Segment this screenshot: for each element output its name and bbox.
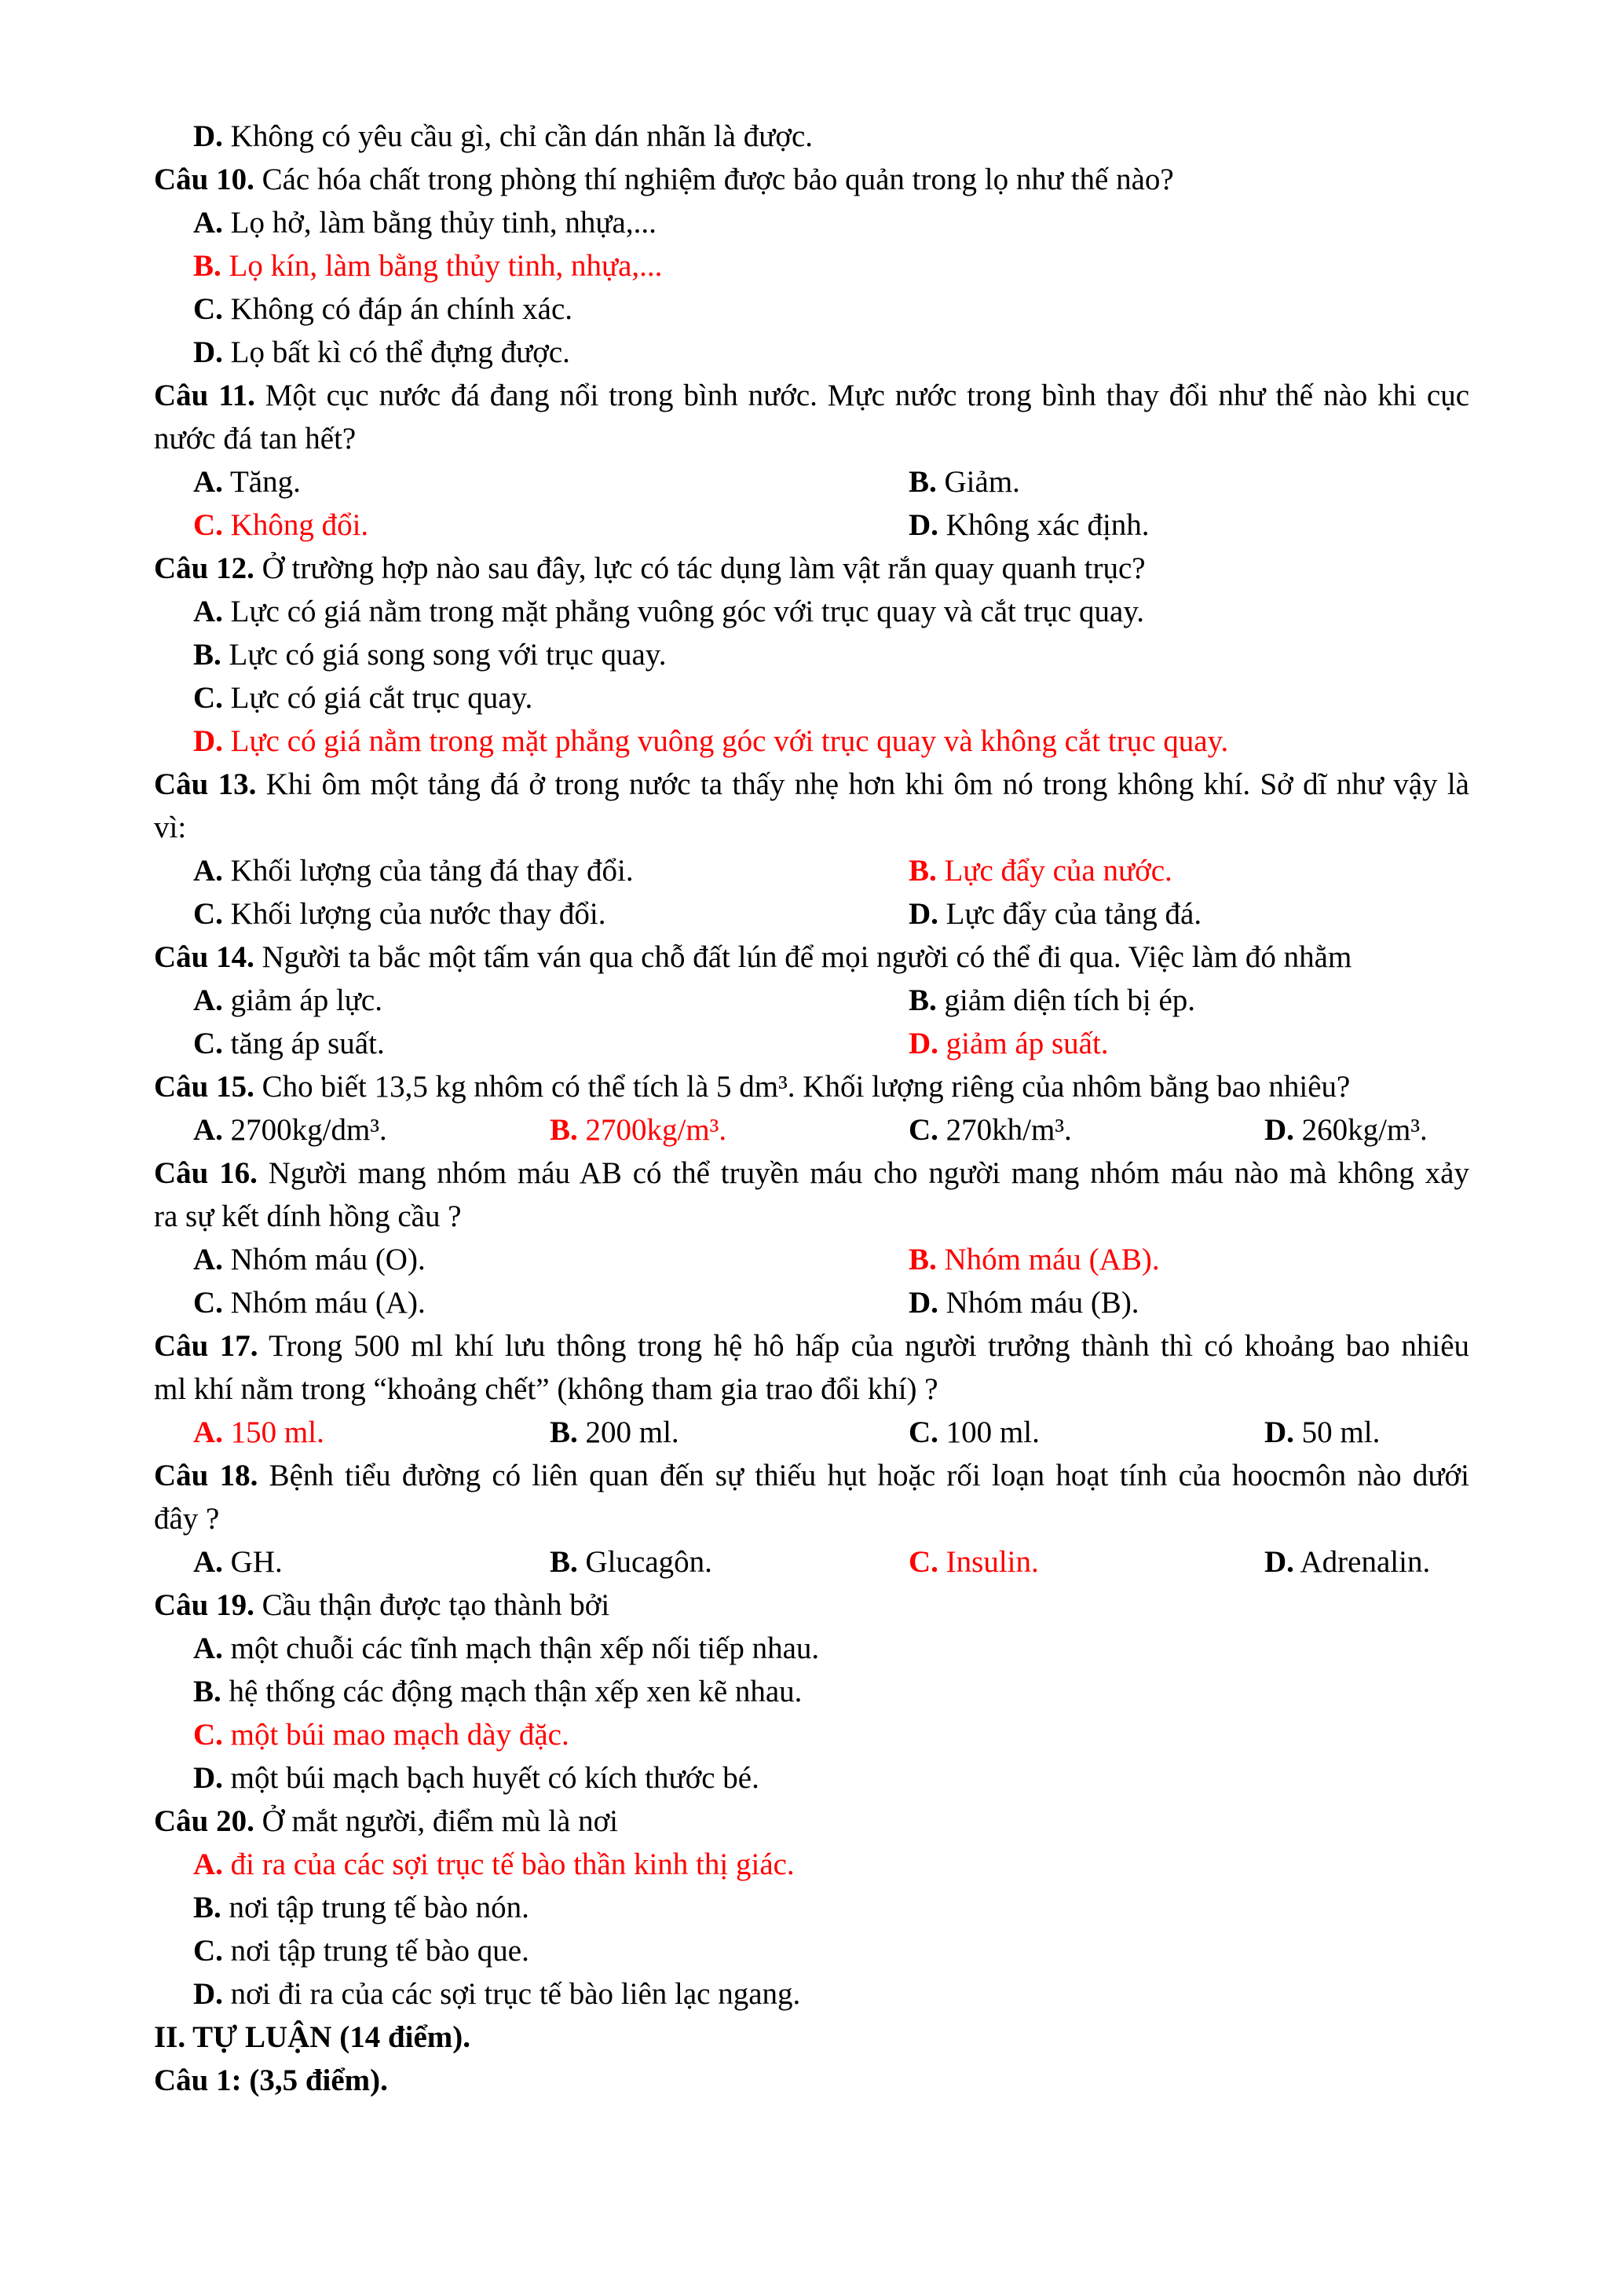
answer-option: D. Lọ bất kì có thể đựng được. [193,335,570,369]
answer-option: B. giảm diện tích bị ép. [909,983,1196,1017]
answer-option: A. Lực có giá nằm trong mặt phẳng vuông góc với trục quay và cắt trục quay. [193,595,1145,628]
answer-option: B. 200 ml. [550,1415,679,1449]
answer-option: B. Glucagôn. [550,1545,712,1579]
correct-answer-option: D. Lực có giá nằm trong mặt phẳng vuông góc với trục quay và không cắt trục quay. [193,724,1229,758]
correct-answer-option: D. giảm áp suất. [909,1027,1109,1060]
section-heading: II. TỰ LUẬN (14 điểm). [154,2020,471,2054]
question-14: Câu 14. Người ta bắc một tấm ván qua chỗ đất lún để mọi người có thể đi qua. Việc làm đó nhằm [154,940,1352,974]
answer-option: D. một búi mạch bạch huyết có kích thước bé. [193,1761,759,1795]
answer-option: A. Tăng. [193,465,301,499]
answer-option: B. hệ thống các động mạch thận xếp xen kẽ nhau. [193,1675,803,1708]
question-11: Câu 11. Một cục nước đá đang nổi trong bình nước. Mực nước trong bình thay đổi như thế nào khi cục [154,379,1470,412]
answer-option: C. 270kh/m³. [909,1113,1072,1147]
answer-option: D. 260kg/m³. [1264,1113,1428,1147]
answer-option: B. Lực có giá song song với trục quay. [193,638,667,672]
answer-option: B. nơi tập trung tế bào nón. [193,1891,529,1924]
correct-answer-option: B. Nhóm máu (AB). [909,1243,1160,1276]
correct-answer-option: C. Không đổi. [193,508,369,542]
question-12: Câu 12. Ở trường hợp nào sau đây, lực có tác dụng làm vật rắn quay quanh trục? [154,551,1146,585]
question-17: Câu 17. Trong 500 ml khí lưu thông trong hệ hô hấp của người trưởng thành thì có khoảng bao nhiêu [154,1329,1470,1363]
answer-option: D. 50 ml. [1264,1415,1381,1449]
answer-option: D. Lực đẩy của tảng đá. [909,897,1202,931]
question-16: Câu 16. Người mang nhóm máu AB có thể truyền máu cho người mang nhóm máu nào mà không xảy [154,1156,1469,1190]
answer-option: D. Không xác định. [909,508,1150,542]
question-18: Câu 18. Bệnh tiểu đường có liên quan đến sự thiếu hụt hoặc rối loạn hoạt tính của hoocmôn nào dưới [154,1459,1469,1492]
answer-option: A. GH. [193,1545,283,1579]
answer-option: C. Khối lượng của nước thay đổi. [193,897,606,931]
answer-option: A. Khối lượng của tảng đá thay đổi. [193,854,634,888]
answer-option: A. Nhóm máu (O). [193,1243,426,1276]
answer-option: C. Nhóm máu (A). [193,1286,426,1320]
answer-option: C. 100 ml. [909,1415,1040,1449]
correct-answer-option: B. Lọ kín, làm bằng thủy tinh, nhựa,... [193,249,663,283]
answer-option: A. Lọ hở, làm bằng thủy tinh, nhựa,... [193,206,657,240]
answer-option: D. Nhóm máu (B). [909,1286,1139,1320]
answer-option: A. giảm áp lực. [193,983,382,1017]
question-19: Câu 19. Cầu thận được tạo thành bởi [154,1588,610,1622]
correct-answer-option: B. Lực đẩy của nước. [909,854,1172,888]
correct-answer-option: C. Insulin. [909,1545,1039,1579]
question-18-continuation: đây ? [154,1502,220,1536]
correct-answer-option: A. đi ra của các sợi trục tế bào thần kinh thị giác. [193,1847,795,1881]
question-13: Câu 13. Khi ôm một tảng đá ở trong nước ta thấy nhẹ hơn khi ôm nó trong không khí. Sở dĩ như vậy là [154,767,1469,801]
answer-option: C. Lực có giá cắt trục quay. [193,681,533,715]
question-20: Câu 20. Ở mắt người, điểm mù là nơi [154,1804,619,1838]
question-16-continuation: ra sự kết dính hồng cầu ? [154,1199,462,1233]
answer-option: D. Adrenalin. [1264,1545,1431,1579]
answer-option: D. nơi đi ra của các sợi trục tế bào liên lạc ngang. [193,1977,801,2011]
question-15: Câu 15. Cho biết 13,5 kg nhôm có thể tích là 5 dm³. Khối lượng riêng của nhôm bằng bao nhiêu? [154,1070,1351,1104]
essay-question-heading: Câu 1: (3,5 điểm). [154,2063,388,2097]
answer-option: C. Không có đáp án chính xác. [193,292,573,326]
question-17-continuation: ml khí nằm trong “khoảng chết” (không tham gia trao đổi khí) ? [154,1372,938,1406]
question-11-continuation: nước đá tan hết? [154,422,357,456]
question-10: Câu 10. Các hóa chất trong phòng thí nghiệm được bảo quản trong lọ như thế nào? [154,163,1174,196]
answer-option: C. tăng áp suất. [193,1027,385,1060]
correct-answer-option: A. 150 ml. [193,1415,324,1449]
answer-option: A. một chuỗi các tĩnh mạch thận xếp nối tiếp nhau. [193,1631,820,1665]
question-13-continuation: vì: [154,811,187,844]
answer-option: C. nơi tập trung tế bào que. [193,1934,529,1968]
answer-option: B. Giảm. [909,465,1020,499]
answer-option: D. Không có yêu cầu gì, chỉ cần dán nhãn là được. [193,119,814,153]
correct-answer-option: B. 2700kg/m³. [550,1113,727,1147]
answer-option: A. 2700kg/dm³. [193,1113,387,1147]
correct-answer-option: C. một búi mao mạch dày đặc. [193,1718,569,1752]
